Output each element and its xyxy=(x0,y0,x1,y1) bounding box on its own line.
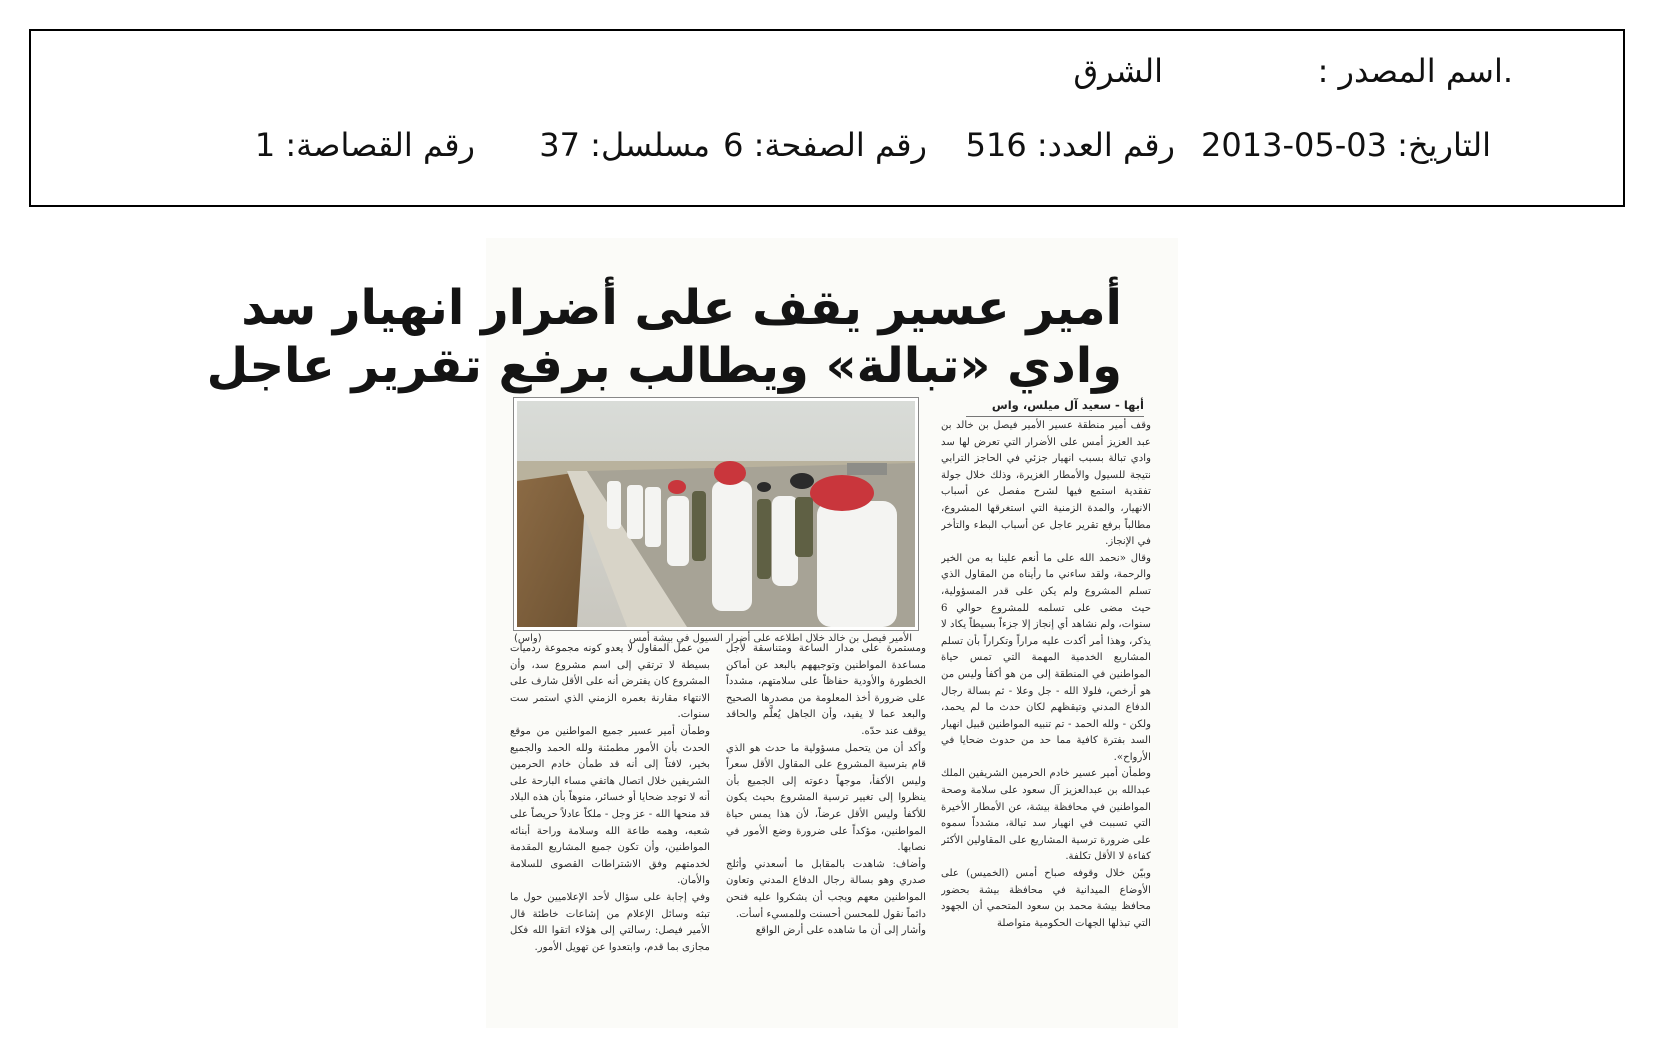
article-column-right: وقف أمير منطقة عسير الأمير فيصل بن خالد بن عبد العزيز أمس على الأضرار التي تعرض لها سد وادي تبالة بسبب انهيار جزئي في الحاجز الترابي نتيجة للسيول والأمطار الغزيرة، وذلك خلال جولة تفقدية استمع فيها لشرح مفصل عن أسباب الانهيار، والمدة الزمنية التي استغرقها المشروع، مطالباً برفع تقرير عاجل عن أسباب البطء والتأخر في الإنجاز. وقال «نحمد الله على ما أنعم علينا به من الخير والرحمة، ولقد ساءني ما رأيناه من المقاول الذي تسلم المشروع ولم يكن على قدر المسؤولية، حيث مضى على تسلمه للمشروع حوالي 6 سنوات، ولم نشاهد أي إنجاز إلا جزءاً بسيطاً يكاد لا يذكر، وهذا أمر أكدت عليه مراراً وتكراراً بأن تسلم المشاريع الخدمية المهمة التي تمس حياة المواطنين في المنطقة إلى من هو أكفأ وليس من هو أرخص، فلولا الله - جل وعلا - ثم بسالة رجال الدفاع المدني وتيقظهم لكان حدث ما لم يحمد، ولكن - ولله الحمد - تم تنبيه المواطنين قبيل انهيار السد بفترة كافية مما حد من حدوث ضحايا في الأرواح». وطمأن أمير عسير خادم الحرمين الشريفين الملك عبدالله بن عبدالعزيز آل سعود على سلامة وصحة المواطنين في محافظة بيشة، عن الأمطار الأخيرة التي تسببت في انهيار سد تبالة، مشدداً سموه على ضرورة ترسية المشاريع على المقاولين الأكثر كفاءة لا الأقل تكلفة. وبيّن خلال وقوفه صباح أمس (الخميس) على الأوضاع الميدانية في محافظة بيشة بحضور محافظ بيشة محمد بن سعود المتحمي أن الجهود التي تبذلها الجهات الحكومية متواصلة xyxy=(941,420,1151,929)
newspaper-clipping xyxy=(206,238,1178,1028)
news-photo xyxy=(514,398,918,630)
date-field: التاريخ: 03-05-2013 xyxy=(1201,126,1491,164)
source-value: الشرق xyxy=(1073,52,1163,90)
photo-caption: الأمير فيصل بن خالد خلال اطلاعه على أضرار السيول في بيشة أمس xyxy=(628,633,912,644)
photo-credit: (واس) xyxy=(514,633,542,644)
byline: أبها - سعيد آل ميلس، واس xyxy=(966,398,1144,417)
article-column-middle: ومستمرة على مدار الساعة ومتناسقة لأجل مساعدة المواطنين وتوجيههم بالبعد عن أماكن الخطورة والأودية حفاظاً على سلامتهم، مشدداً على ضرورة أخذ المعلومة من مصدرها الصحيح والبعد عما لا يفيد، وأن الجاهل يُعلَّم والحاقد يوقف عند حدّه. وأكد أن من يتحمل مسؤولية ما حدث هو الذي قام بترسية المشروع على المقاول الأقل سعراً وليس الأكفأ، موجهاً دعوته إلى الجميع بأن ينظروا إلى تغيير ترسية المشروع بحيث يكون للأكفأ وليس الأقل عرضاً، لأن هذا يمس حياة المواطنين، مؤكداً على ضرورة وضع الأمور في نصابها. وأضاف: شاهدت بالمقابل ما أسعدني وأثلج صدري وهو بسالة رجال الدفاع المدني وتعاون المواطنين معهم ويجب أن يشكروا عليه فنحن دائماً نقول للمحسن أحسنت وللمسيء أسأت. وأشار إلى أن ما شاهده على أرض الواقع xyxy=(726,643,926,937)
serial-field: مسلسل: 37 xyxy=(539,126,710,164)
page-field: رقم الصفحة: 6 xyxy=(723,126,927,164)
source-label: .اسم المصدر : xyxy=(1317,52,1513,90)
clip-number-field: رقم القصاصة: 1 xyxy=(254,126,475,164)
headline-line-2: وادي «تبالة» ويطالب برفع تقرير عاجل xyxy=(206,338,1122,394)
issue-field: رقم العدد: 516 xyxy=(965,126,1175,164)
news-photo-image xyxy=(517,401,915,627)
article-column-left: من عمل المقاول لا يعدو كونه مجموعة ردميات بسيطة لا ترتقي إلى اسم مشروع سد، وأن المشروع كان يفترض أنه على الأقل شارف على الانتهاء مقارنة بعمره الزمني الذي استمر ست سنوات. وطمأن أمير عسير جميع المواطنين من موقع الحدث بأن الأمور مطمئنة ولله الحمد والجميع بخير، لافتاً إلى أنه قد طمأن خادم الحرمين الشريفين خلال اتصال هاتفي مساء البارحة على أنه لا توجد ضحايا أو خسائر، منوهاً بأن هذه البلاد قد منحها الله - عز وجل - ملكاً عادلاً حريصاً على شعبه، وهمه طاعة الله وسلامة وراحة أبنائه المواطنين، وأن تكون جميع المشاريع المقدمة لخدمتهم وفق الاشتراطات القصوى للسلامة والأمان. وفي إجابة على سؤال لأحد الإعلاميين حول ما تبثه وسائل الإعلام من إشاعات خاطئة قال الأمير فيصل: رسالتي إلى هؤلاء اتقوا الله فكل مجازى بما قدم، وابتعدوا عن تهويل الأمور. xyxy=(510,643,710,953)
headline-line-1: أمير عسير يقف على أضرار انهيار سد xyxy=(241,280,1122,336)
